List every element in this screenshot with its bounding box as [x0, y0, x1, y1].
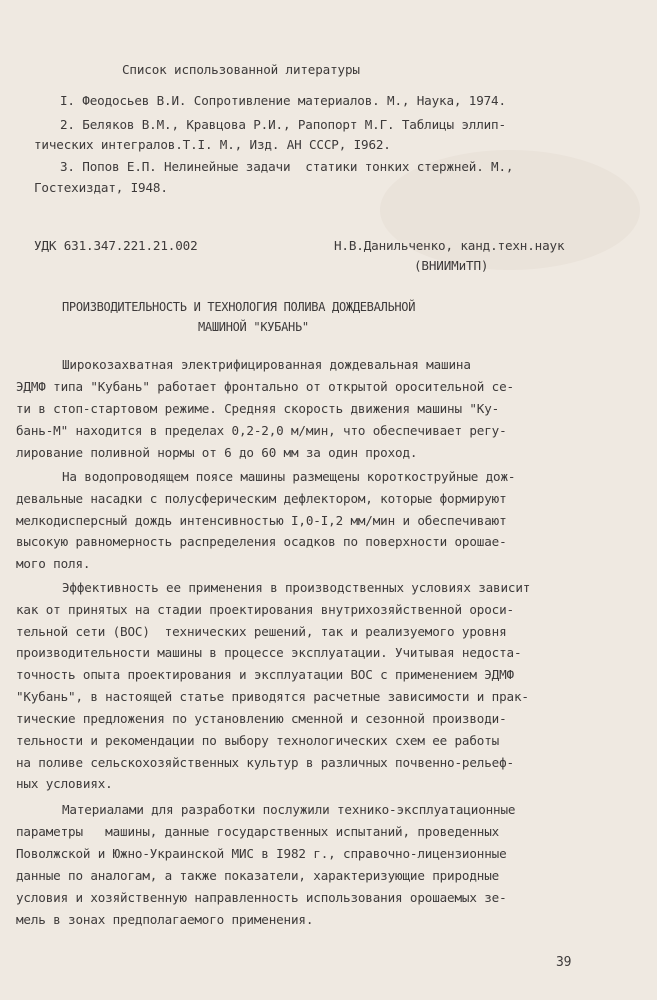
body-line-5: лирование поливной нормы от 6 до 60 мм за один проход. — [16, 445, 418, 460]
body-line-25: условия и хозяйственную направленность использования орошаемых зе- — [16, 890, 507, 905]
body-line-23: Поволжской и Южно-Украинской МИС в I982 г., справочно-лицензионные — [16, 846, 507, 861]
body-line-19: на поливе сельскохозяйственных культур в различных почвенно-рельеф- — [16, 755, 514, 770]
body-line-16: "Кубань", в настоящей статье приводятся расчетные зависимости и прак- — [16, 689, 529, 704]
body-line-24: данные по аналогам, а также показатели, характеризующие природные — [16, 868, 500, 883]
body-line-9: высокую равномерность распределения осадков по поверхности орошае- — [16, 534, 507, 549]
body-line-7: девальные насадки с полусферическим дефлектором, которые формируют — [16, 491, 507, 506]
reference-line-3: тических интегралов.Т.I. М., Изд. АН СССР, I962. — [34, 137, 391, 152]
reference-line-4: 3. Попов Е.П. Нелинейные задачи статики тонких стержней. М., — [60, 159, 514, 174]
body-line-13: тельной сети (ВОС) технических решений, так и реализуемого уровня — [16, 624, 507, 639]
body-line-6: На водопроводящем поясе машины размещены короткоструйные дож- — [62, 469, 516, 484]
body-line-22: параметры машины, данные государственных испытаний, проведенных — [16, 824, 500, 839]
body-line-18: тельности и рекомендации по выбору технологических схем ее работы — [16, 733, 500, 748]
article-title-line-2: МАШИНОЙ "КУБАНЬ" — [198, 320, 309, 334]
body-line-8: мелкодисперсный дождь интенсивностью I,0-I,2 мм/мин и обеспечивают — [16, 513, 507, 528]
reference-line-5: Гостехиздат, I948. — [34, 180, 168, 195]
body-line-14: производительности машины в процессе эксплуатации. Учитывая недоста- — [16, 645, 522, 660]
article-title-line-1: ПРОИЗВОДИТЕЛЬНОСТЬ И ТЕХНОЛОГИЯ ПОЛИВА ДОЖДЕВАЛЬНОЙ — [62, 300, 416, 314]
body-line-4: бань-М" находится в пределах 0,2-2,0 м/мин, что обеспечивает регу- — [16, 423, 507, 438]
body-line-21: Материалами для разработки послужили технико-эксплуатационные — [62, 802, 516, 817]
body-line-2: ЭДМФ типа "Кубань" работает фронтально от открытой оросительной се- — [16, 379, 514, 394]
body-line-20: ных условиях. — [16, 776, 113, 791]
body-line-1: Широкозахватная электрифицированная дождевальная машина — [62, 357, 471, 372]
references-heading: Список использованной литературы — [122, 62, 360, 77]
body-line-12: как от принятых на стадии проектирования внутрихозяйственной ороси- — [16, 602, 514, 617]
page-number: 39 — [556, 955, 572, 970]
udc-code: УДК 631.347.221.21.002 — [34, 238, 198, 253]
body-line-10: мого поля. — [16, 556, 91, 571]
body-line-17: тические предложения по установлению сменной и сезонной производи- — [16, 711, 507, 726]
body-line-15: точность опыта проектирования и эксплуатации ВОС с применением ЭДМФ — [16, 667, 514, 682]
reference-line-1: I. Феодосьев В.И. Сопротивление материалов. М., Наука, 1974. — [60, 93, 506, 108]
author-affiliation: (ВНИИМиТП) — [414, 258, 489, 273]
body-line-26: мель в зонах предполагаемого применения. — [16, 912, 314, 927]
author-name: Н.В.Данильченко, канд.техн.наук — [334, 238, 565, 253]
body-line-11: Эффективность ее применения в производственных условиях зависит — [62, 580, 531, 595]
body-line-3: ти в стоп-стартовом режиме. Средняя скорость движения машины "Ку- — [16, 401, 500, 416]
reference-line-2: 2. Беляков В.М., Кравцова Р.И., Рапопорт М.Г. Таблицы эллип- — [60, 117, 506, 132]
